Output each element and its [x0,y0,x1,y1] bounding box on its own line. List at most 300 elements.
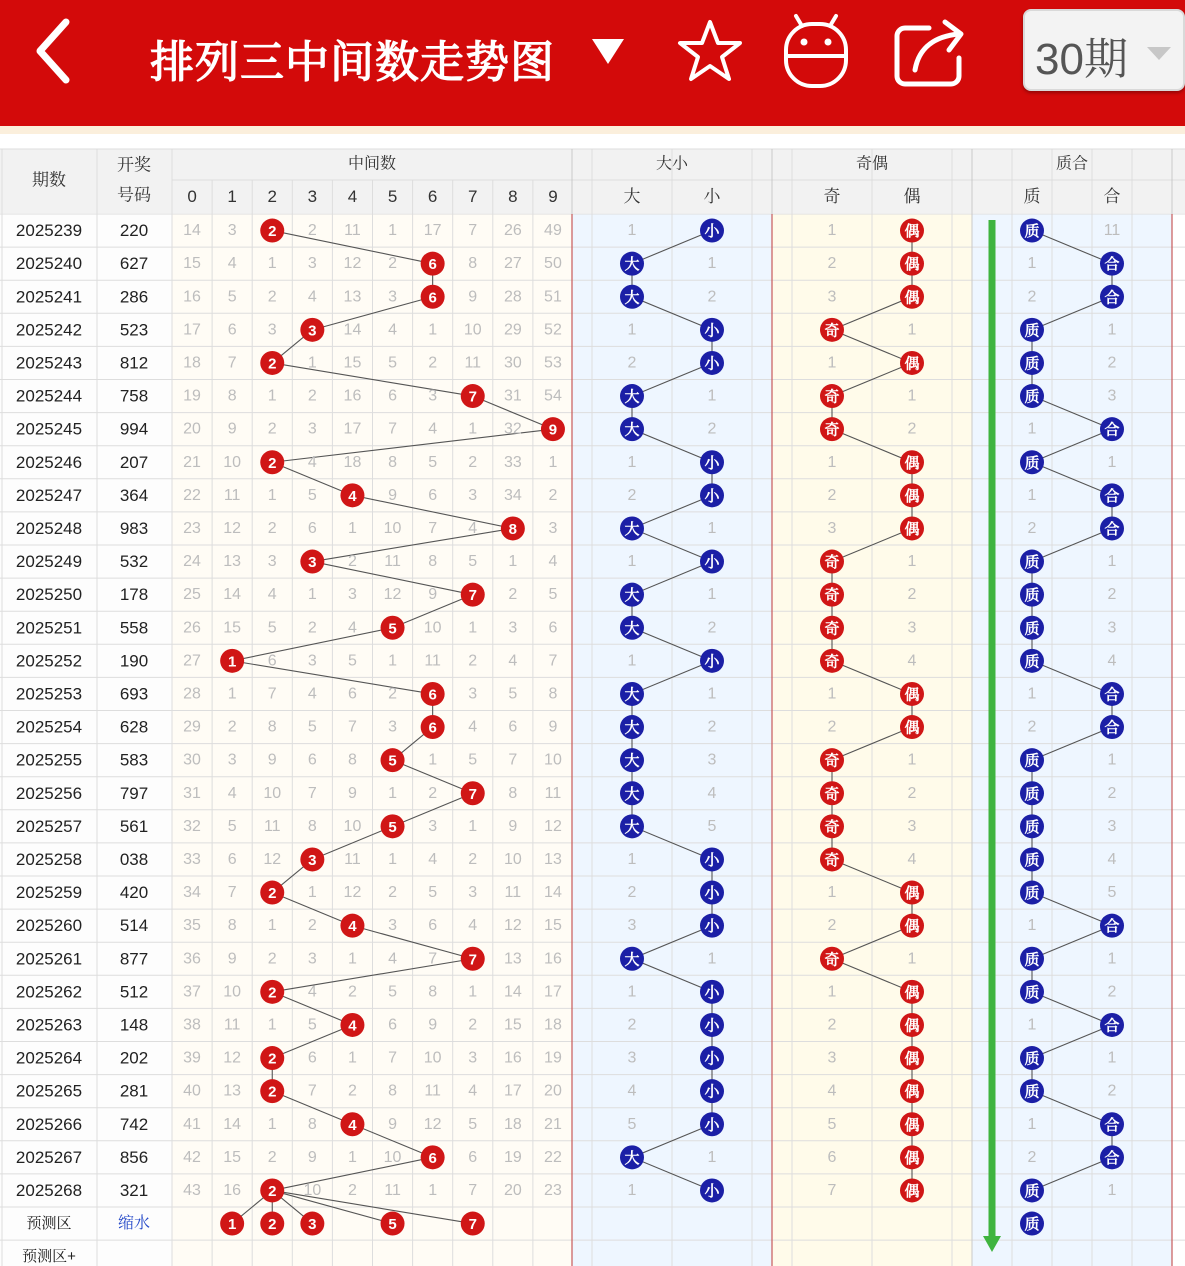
size-label-header: 小 [703,187,721,206]
omission-cell: 43 [183,1181,201,1199]
middle-ball [421,682,445,706]
draw-cell: 148 [119,1015,149,1035]
predict-ball-label: 1 [227,1216,237,1234]
omission-cell: 1 [388,784,398,802]
parity-ball-label: 奇 [824,620,840,638]
omission-cell: 1 [307,354,317,372]
omission-cell: 5 [1107,884,1117,902]
omission-cell: 1 [347,519,357,537]
middle-ball [381,616,405,640]
omission-cell: 10 [223,453,242,471]
middle-ball-label: 7 [468,951,477,969]
omission-cell: 1 [428,1181,438,1199]
omission-cell: 11 [384,553,401,571]
omission-cell: 1 [827,453,837,471]
omission-cell: 1 [1027,486,1037,504]
parity-ball [820,550,844,574]
size-ball [700,980,724,1004]
size-ball [700,1178,724,1202]
omission-cell: 5 [307,1016,317,1034]
parity-ball [900,285,924,309]
omission-cell: 1 [707,387,717,405]
draw-cell: 583 [119,750,149,770]
omission-cell: 1 [707,519,717,537]
omission-cell: 6 [428,917,438,935]
omission-cell: 1 [1107,321,1117,339]
omission-cell: 5 [227,817,237,835]
middle-ball-label: 4 [348,918,357,936]
issue-cell: 2025266 [15,1114,83,1134]
omission-cell: 1 [267,387,277,405]
draw-cell: 558 [119,618,149,638]
draw-cell: 758 [119,386,149,406]
omission-cell: 2 [388,685,398,703]
omission-cell: 1 [227,685,237,703]
prime-ball-label: 质 [1024,1050,1040,1068]
draw-cell: 983 [119,518,149,538]
omission-cell: 7 [227,354,237,372]
prime-ball [1020,616,1044,640]
omission-cell: 4 [707,784,717,802]
middle-ball-label: 5 [388,818,397,836]
omission-cell: 22 [544,1148,562,1166]
predict-ball [260,1212,284,1236]
parity-ball [820,649,844,673]
omission-cell: 11 [263,817,281,835]
omission-cell: 54 [544,387,562,405]
middle-ball-label: 1 [227,653,237,671]
omission-cell: 13 [343,288,362,306]
omission-cell: 2 [267,950,277,968]
middle-ball-label: 3 [308,554,317,572]
omission-cell: 1 [307,884,317,902]
omission-cell: 1 [627,850,637,868]
size-ball-label: 小 [704,918,720,936]
omission-cell: 21 [544,1115,562,1133]
predict-ball [381,1212,405,1236]
omission-cell: 5 [548,586,558,604]
omission-cell: 2 [907,420,917,438]
parity-ball [900,980,924,1004]
omission-cell: 18 [544,1016,562,1034]
parity-ball [820,318,844,342]
omission-cell: 1 [707,950,717,968]
size-group-header: 大小 [655,155,689,173]
middle-digit-header: 1 [227,187,237,206]
prime-ball-label: 质 [1024,355,1040,373]
size-ball-label: 大 [624,388,640,406]
middle-ball [461,781,485,805]
parity-ball-label: 奇 [824,322,840,340]
omission-cell: 14 [223,586,242,604]
omission-cell: 5 [468,553,478,571]
prime-ball-label: 质 [1024,322,1040,340]
size-ball-label: 大 [624,686,640,704]
omission-cell: 4 [827,1082,837,1100]
omission-cell: 9 [227,420,237,438]
parity-ball [900,1145,924,1169]
prime-ball [1100,285,1124,309]
prime-ball [1020,847,1044,871]
omission-cell: 2 [267,519,277,537]
middle-ball-label: 2 [268,1083,277,1101]
middle-ball [461,947,485,971]
omission-cell: 13 [503,950,522,968]
omission-cell: 8 [227,387,237,405]
omission-cell: 4 [347,619,357,637]
issue-cell: 2025263 [15,1015,83,1035]
omission-cell: 7 [468,222,478,240]
middle-ball-label: 6 [428,256,437,274]
prime-ball-label: 合 [1104,719,1120,737]
middle-ball [260,1046,284,1070]
omission-cell: 1 [627,983,637,1001]
size-ball [620,583,644,607]
omission-cell: 5 [508,685,518,703]
omission-cell: 12 [223,519,242,537]
size-ball [700,881,724,905]
parity-ball-label: 偶 [904,1083,920,1101]
parity-ball [820,781,844,805]
draw-cell: 321 [119,1180,149,1200]
parity-ball [900,715,924,739]
size-ball-label: 小 [704,223,720,241]
omission-cell: 7 [508,751,518,769]
middle-ball [260,450,284,474]
omission-cell: 1 [388,850,398,868]
omission-cell: 16 [223,1181,242,1199]
prime-ball [1020,583,1044,607]
omission-cell: 11 [1103,222,1121,240]
omission-cell: 15 [343,354,362,372]
middle-ball [300,318,324,342]
omission-cell: 1 [468,619,478,637]
size-ball-label: 大 [624,289,640,307]
parity-ball [900,516,924,540]
omission-cell: 3 [347,586,357,604]
omission-cell: 9 [468,288,478,306]
omission-cell: 17 [544,983,562,1001]
prime-ball [1100,1013,1124,1037]
size-ball-label: 小 [704,355,720,373]
omission-cell: 6 [468,1148,478,1166]
predict-ball-label: 2 [268,1216,277,1234]
omission-cell: 1 [907,387,917,405]
omission-cell: 2 [707,718,717,736]
omission-cell: 17 [423,222,442,240]
omission-cell: 5 [227,288,237,306]
omission-cell: 8 [227,917,237,935]
omission-cell: 11 [344,850,361,868]
omission-cell: 2 [827,1016,837,1034]
size-ball-label: 大 [624,752,640,770]
middle-ball [260,980,284,1004]
omission-cell: 2 [1027,519,1037,537]
omission-cell: 2 [1107,354,1117,372]
omission-cell: 19 [503,1148,522,1166]
omission-cell: 3 [907,817,917,835]
omission-cell: 19 [183,387,201,405]
omission-cell: 3 [468,884,478,902]
predict-ball-label: 7 [468,1216,477,1234]
omission-cell: 5 [827,1115,837,1133]
omission-cell: 4 [388,321,398,339]
omission-cell: 2 [347,983,357,1001]
omission-cell: 12 [223,1049,242,1067]
parity-ball-label: 奇 [824,752,840,770]
issue-cell: 2025245 [15,419,83,439]
omission-cell: 27 [503,255,522,273]
omission-cell: 6 [548,619,558,637]
parity-ball-label: 奇 [824,653,840,671]
omission-cell: 11 [223,486,241,504]
omission-cell: 3 [388,288,398,306]
middle-ball-label: 7 [468,388,477,406]
middle-ball [421,1145,445,1169]
omission-cell: 1 [307,586,317,604]
parity-ball-label: 奇 [824,554,840,572]
omission-cell: 2 [468,850,478,868]
size-ball [700,351,724,375]
omission-cell: 3 [388,718,398,736]
prime-ball [1020,781,1044,805]
predict-label: 预测区 [26,1215,72,1233]
omission-cell: 4 [307,453,317,471]
omission-cell: 11 [504,884,522,902]
parity-ball [900,1178,924,1202]
draw-cell: 220 [119,221,149,241]
issue-header: 期数 [32,170,66,190]
middle-ball [421,252,445,276]
parity-ball-label: 奇 [824,951,840,969]
draw-cell: 523 [119,320,149,340]
omission-cell: 41 [183,1115,201,1133]
omission-cell: 3 [468,1049,478,1067]
omission-cell: 52 [544,321,562,339]
omission-cell: 1 [267,917,277,935]
omission-cell: 10 [463,321,482,339]
parity-ball-label: 偶 [904,918,920,936]
omission-cell: 4 [227,255,237,273]
omission-cell: 1 [627,1181,637,1199]
omission-cell: 1 [707,685,717,703]
middle-group-header: 中间数 [347,155,397,173]
omission-cell: 1 [1107,751,1117,769]
draw-cell: 190 [119,651,149,671]
omission-cell: 5 [707,817,717,835]
omission-cell: 13 [544,850,562,868]
draw-cell: 628 [119,717,149,737]
omission-cell: 7 [428,950,438,968]
omission-cell: 14 [343,321,362,339]
omission-cell: 7 [388,420,398,438]
issue-cell: 2025264 [15,1048,83,1068]
parity-ball [900,881,924,905]
omission-cell: 3 [627,917,637,935]
parity-ball [820,947,844,971]
omission-cell: 7 [468,1181,478,1199]
middle-ball [260,219,284,243]
prime-ball [1100,1145,1124,1169]
omission-cell: 5 [428,453,438,471]
omission-cell: 16 [544,950,562,968]
size-ball-label: 小 [704,653,720,671]
omission-cell: 2 [468,1016,478,1034]
parity-ball-label: 偶 [904,289,920,307]
omission-cell: 3 [267,553,277,571]
omission-cell: 3 [267,321,277,339]
prime-ball [1020,1046,1044,1070]
omission-cell: 30 [183,751,201,769]
prime-ball-label: 质 [1024,951,1040,969]
omission-cell: 1 [1027,1115,1037,1133]
size-ball-label: 大 [624,1149,640,1167]
omission-cell: 25 [183,586,201,604]
omission-cell: 5 [307,486,317,504]
size-ball [700,1013,724,1037]
middle-ball-label: 6 [428,686,437,704]
omission-cell: 4 [907,850,917,868]
middle-ball-label: 4 [348,487,357,505]
omission-cell: 1 [1107,1049,1117,1067]
parity-ball-label: 偶 [904,355,920,373]
prime-ball [1100,682,1124,706]
omission-cell: 27 [183,652,201,670]
omission-cell: 15 [223,619,242,637]
omission-cell: 2 [627,486,637,504]
issue-cell: 2025242 [15,320,83,340]
page-title[interactable]: 排列三中间数走势图 [150,37,555,88]
omission-cell: 1 [907,751,917,769]
omission-cell: 5 [468,751,478,769]
omission-cell: 4 [307,983,317,1001]
size-ball [620,384,644,408]
prime-ball-label: 质 [1024,785,1040,803]
omission-cell: 2 [307,917,317,935]
size-ball-label: 大 [624,587,640,605]
omission-cell: 1 [1027,1016,1037,1034]
issue-cell: 2025250 [15,585,83,605]
size-ball [700,914,724,938]
omission-cell: 1 [1107,950,1117,968]
parity-ball-label: 奇 [824,388,840,406]
predict-ball [300,1212,324,1236]
draw-cell: 856 [119,1147,149,1167]
omission-cell: 1 [1107,553,1117,571]
middle-ball-label: 5 [388,620,397,638]
prime-ball [1020,649,1044,673]
omission-cell: 34 [183,884,201,902]
size-ball [700,847,724,871]
draw-cell: 627 [119,254,149,274]
predict-ball [461,1212,485,1236]
prime-ball [1020,219,1044,243]
predict-prime-ball-label: 质 [1024,1216,1040,1234]
omission-cell: 6 [307,1049,317,1067]
prime-ball-label: 合 [1104,256,1120,274]
omission-cell: 30 [503,354,522,372]
omission-cell: 10 [423,619,442,637]
omission-cell: 9 [548,718,558,736]
middle-digit-header: 7 [468,187,478,206]
omission-cell: 2 [1107,983,1117,1001]
size-ball-label: 大 [624,421,640,439]
omission-cell: 4 [627,1082,637,1100]
omission-cell: 1 [827,983,837,1001]
issue-cell: 2025249 [15,552,83,572]
omission-cell: 14 [503,983,522,1001]
parity-ball-label: 偶 [904,1017,920,1035]
omission-cell: 4 [468,1082,478,1100]
prime-ball-label: 合 [1104,1149,1120,1167]
omission-cell: 9 [267,751,277,769]
middle-ball [541,417,565,441]
middle-ball [260,351,284,375]
middle-digit-header: 2 [267,187,277,206]
draw-cell: 286 [119,287,149,307]
size-ball [700,550,724,574]
draw-cell: 514 [119,916,149,936]
parity-ball [900,1079,924,1103]
omission-cell: 1 [907,321,917,339]
issue-cell: 2025259 [15,883,83,903]
middle-digit-header: 8 [508,187,518,206]
parity-ball [900,1112,924,1136]
period-select-value: 30期 [1035,35,1128,84]
omission-cell: 3 [907,619,917,637]
omission-cell: 3 [827,519,837,537]
size-ball [700,1046,724,1070]
omission-cell: 2 [307,222,317,240]
draw-cell: 994 [119,419,149,439]
omission-cell: 4 [1107,652,1117,670]
omission-cell: 1 [267,255,277,273]
omission-cell: 6 [428,486,438,504]
issue-cell: 2025256 [15,783,83,803]
draw-header-line1: 开奖 [117,155,151,175]
omission-cell: 3 [1107,387,1117,405]
omission-cell: 1 [267,1115,277,1133]
omission-cell: 2 [907,586,917,604]
omission-cell: 11 [544,784,562,802]
prime-ball [1100,715,1124,739]
middle-ball-label: 3 [308,851,317,869]
predict-prime-ball [1020,1212,1044,1236]
middle-ball [260,1178,284,1202]
size-ball-label: 大 [624,256,640,274]
omission-cell: 6 [307,519,317,537]
omission-cell: 1 [267,486,277,504]
parity-ball-label: 偶 [904,885,920,903]
prime-ball-label: 质 [1024,851,1040,869]
prime-label-header: 质 [1023,187,1041,206]
omission-cell: 1 [707,255,717,273]
omission-cell: 24 [183,553,201,571]
prime-ball-label: 质 [1024,554,1040,572]
omission-cell: 11 [464,354,482,372]
omission-cell: 10 [423,1049,442,1067]
prime-ball [1020,814,1044,838]
omission-cell: 6 [388,1016,398,1034]
omission-cell: 17 [503,1082,522,1100]
shrink-link[interactable]: 缩水 [117,1215,151,1233]
omission-cell: 1 [627,222,637,240]
size-ball-label: 小 [704,322,720,340]
omission-cell: 6 [307,751,317,769]
omission-cell: 2 [827,718,837,736]
prime-ball [1020,881,1044,905]
parity-ball [820,616,844,640]
